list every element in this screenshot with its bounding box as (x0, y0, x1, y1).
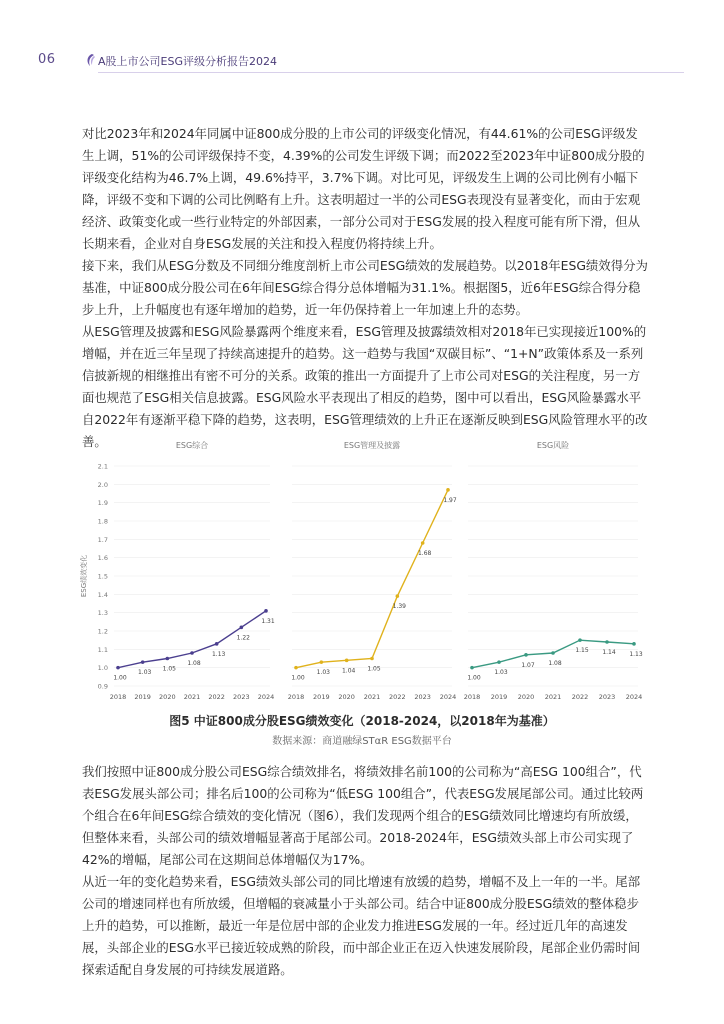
data-label: 1.14 (602, 649, 616, 656)
x-tick-label: 2018 (287, 693, 305, 701)
y-tick-label: 1.6 (97, 554, 108, 563)
data-point (264, 609, 268, 613)
chart-title: ESG管理及披露 (343, 441, 401, 450)
x-tick-label: 2021 (183, 693, 201, 701)
data-point (370, 657, 374, 661)
data-label: 1.03 (137, 669, 152, 677)
report-logo-icon (84, 53, 96, 67)
chart-panel-3 (464, 440, 643, 701)
figure-caption: 图5 中证800成分股ESG绩效变化（2018-2024，以2018年为基准） (169, 714, 555, 728)
data-point (396, 594, 400, 598)
esg-performance-charts (80, 432, 646, 702)
chart-panel-2 (288, 440, 457, 701)
x-tick-label: 2024 (257, 693, 275, 701)
x-tick-label: 2024 (625, 693, 643, 701)
x-tick-label: 2023 (598, 693, 616, 701)
x-tick-label: 2023 (233, 693, 250, 701)
data-label: 1.08 (548, 660, 562, 667)
data-label: 1.15 (575, 647, 589, 655)
figure-source: 数据来源：商道融绿STαR ESG数据平台 (272, 736, 452, 747)
x-tick-label: 2019 (313, 693, 330, 701)
y-tick-label: 1.5 (97, 572, 108, 581)
y-tick-label: 1.4 (97, 590, 108, 599)
x-tick-label: 2024 (439, 693, 457, 701)
data-point (551, 651, 555, 655)
x-tick-label: 2021 (363, 693, 381, 701)
data-label: 1.97 (443, 496, 457, 504)
x-tick-label: 2022 (571, 693, 589, 701)
y-tick-label: 1.7 (97, 535, 108, 544)
data-label: 1.04 (341, 667, 356, 675)
paragraph-rating-change: 对比2023年和2024年同属中证800成分股的上市公司的评级变化情况，有44.61%的公司ESG评级发生上调，51%的公司评级保持不变，4.39%的公司发生评级下调；而2022至2023年中证800成分股的评级变化结构为46.7%上调，49.6%持平，3.7%下调。对比可见，评级发生上调的公司比例有小幅下降，评级不变和下调的公司比例略有上升。这表明超过一半的公司ESG表现没有显著变化，而由于宏观经济、政策变化或一些行业特定的外部因素，一部分公司对于ESG发展的投入程度可能有所下滑，但从长期来看，企业对自身ESG发展的关注和投入程度仍将持续上升。 (82, 126, 645, 251)
data-label: 1.31 (261, 617, 275, 625)
data-label: 1.07 (521, 661, 535, 669)
y-tick-label: 1.3 (97, 609, 108, 618)
data-point (345, 659, 349, 663)
data-label: 1.13 (629, 650, 643, 658)
data-label: 1.03 (316, 669, 331, 677)
x-tick-label: 2018 (463, 693, 481, 701)
document-title: A股上市公司ESG评级分析报告2024 (98, 55, 277, 68)
x-tick-label: 2020 (338, 693, 355, 701)
data-point (470, 666, 474, 670)
y-tick-label: 2.0 (97, 480, 108, 489)
data-label: 1.00 (113, 674, 127, 682)
y-tick-label: 1.1 (97, 645, 108, 654)
series-line (296, 490, 448, 668)
x-tick-label: 2019 (134, 693, 151, 701)
data-point (320, 660, 324, 664)
x-tick-label: 2018 (109, 693, 127, 701)
y-tick-label: 1.8 (97, 517, 108, 526)
data-label: 1.39 (392, 603, 407, 611)
data-point (215, 642, 219, 646)
data-point (294, 666, 298, 670)
data-label: 1.08 (187, 660, 201, 667)
paragraph-recent-trend: 从近一年的变化趋势来看，ESG绩效头部公司的同比增速有放缓的趋势，增幅不及上一年的一半。尾部公司的增速同样也有所放缓，但增幅的衰减量小于头部公司。结合中证800成分股ESG绩效的整体稳步上升的趋势，可以推断，最近一年是位居中部的企业发力推进ESG发展的一年。经过近几年的高速发展，头部企业的ESG水平已接近较成熟的阶段，而中部企业正在迈入快速发展阶段，尾部企业仍需时间探索适配自身发展的可持续发展道路。 (82, 874, 641, 977)
y-tick-label: 1.9 (97, 499, 108, 508)
paragraph-portfolio-compare: 我们按照中证800成分股公司ESG综合绩效排名，将绩效排名前100的公司称为“高ESG 100组合”，代表ESG发展头部公司；排名后100的公司称为“低ESG 100组合”，代表ESG发展尾部公司。通过比较两个组合在6年间ESG综合绩效的变化情况（图6），我们发现两个组合的ESG绩效同比增速均有所放缓，但整体来看，头部公司的绩效增幅显著高于尾部公司。2018-2024年，ESG绩效头部上市公司实现了42%的增幅，尾部公司在这期间总体增幅仅为17%。 (82, 764, 644, 867)
data-point (632, 642, 636, 646)
x-tick-label: 2022 (208, 693, 225, 701)
data-point (421, 541, 425, 545)
x-tick-label: 2020 (517, 693, 535, 701)
x-tick-label: 2021 (544, 693, 562, 701)
data-label: 1.05 (162, 665, 177, 673)
x-tick-label: 2023 (414, 693, 431, 701)
data-label: 1.22 (236, 634, 251, 642)
data-label: 1.03 (494, 669, 508, 677)
data-point (497, 660, 501, 664)
data-point (240, 626, 244, 630)
data-label: 1.00 (291, 674, 305, 682)
data-point (141, 660, 145, 664)
page-number: 06 (38, 52, 56, 67)
x-tick-label: 2022 (389, 693, 406, 701)
page-header (38, 52, 684, 72)
x-tick-label: 2019 (490, 693, 508, 701)
chart-title: ESG风险 (536, 441, 570, 450)
y-tick-label: 0.9 (97, 682, 108, 691)
paragraph-score-trend: 接下来，我们从ESG分数及不同细分维度剖析上市公司ESG绩效的发展趋势。以2018年ESG绩效得分为基准，中证800成分股公司在6年间ESG综合得分总体增幅为31.1%。根据图5，近6年ESG综合得分稳步上升，上升幅度也有逐年增加的趋势，近一年仍保持着上一年加速上升的态势。 (82, 258, 648, 317)
data-label: 1.00 (467, 674, 481, 682)
y-tick-label: 1.2 (97, 627, 108, 636)
data-label: 1.13 (211, 650, 226, 658)
x-tick-label: 2020 (159, 693, 176, 701)
y-axis-label: ESG绩效变化 (80, 554, 88, 598)
data-label: 1.05 (367, 665, 381, 673)
data-point (578, 638, 582, 642)
y-tick-label: 1.0 (97, 664, 108, 673)
data-point (166, 657, 170, 661)
data-point (524, 653, 528, 657)
data-point (190, 651, 194, 655)
data-label: 1.68 (417, 550, 432, 557)
data-point (446, 488, 450, 492)
data-point (116, 666, 120, 670)
chart-panel-1 (98, 440, 275, 701)
header-divider (98, 72, 684, 73)
data-point (605, 640, 609, 644)
paragraph-dimensions: 从ESG管理及披露和ESG风险暴露两个维度来看，ESG管理及披露绩效相对2018年已实现接近100%的增幅，并在近三年呈现了持续高速提升的趋势。这一趋势与我国“双碳目标”、“1+N”政策体系及一系列信披新规的相继推出有密不可分的关系。政策的推出一方面提升了上市公司对ESG的关注程度，另一方面也规范了ESG相关信息披露。ESG风险水平表现出了相反的趋势，图中可以看出，ESG风险暴露水平自2022年有逐渐平稳下降的趋势，这表明，ESG管理绩效的上升正在逐渐反映到ESG风险管理水平的改善。 (82, 324, 648, 449)
chart-title: ESG综合 (175, 441, 209, 450)
y-tick-label: 2.1 (97, 462, 108, 471)
